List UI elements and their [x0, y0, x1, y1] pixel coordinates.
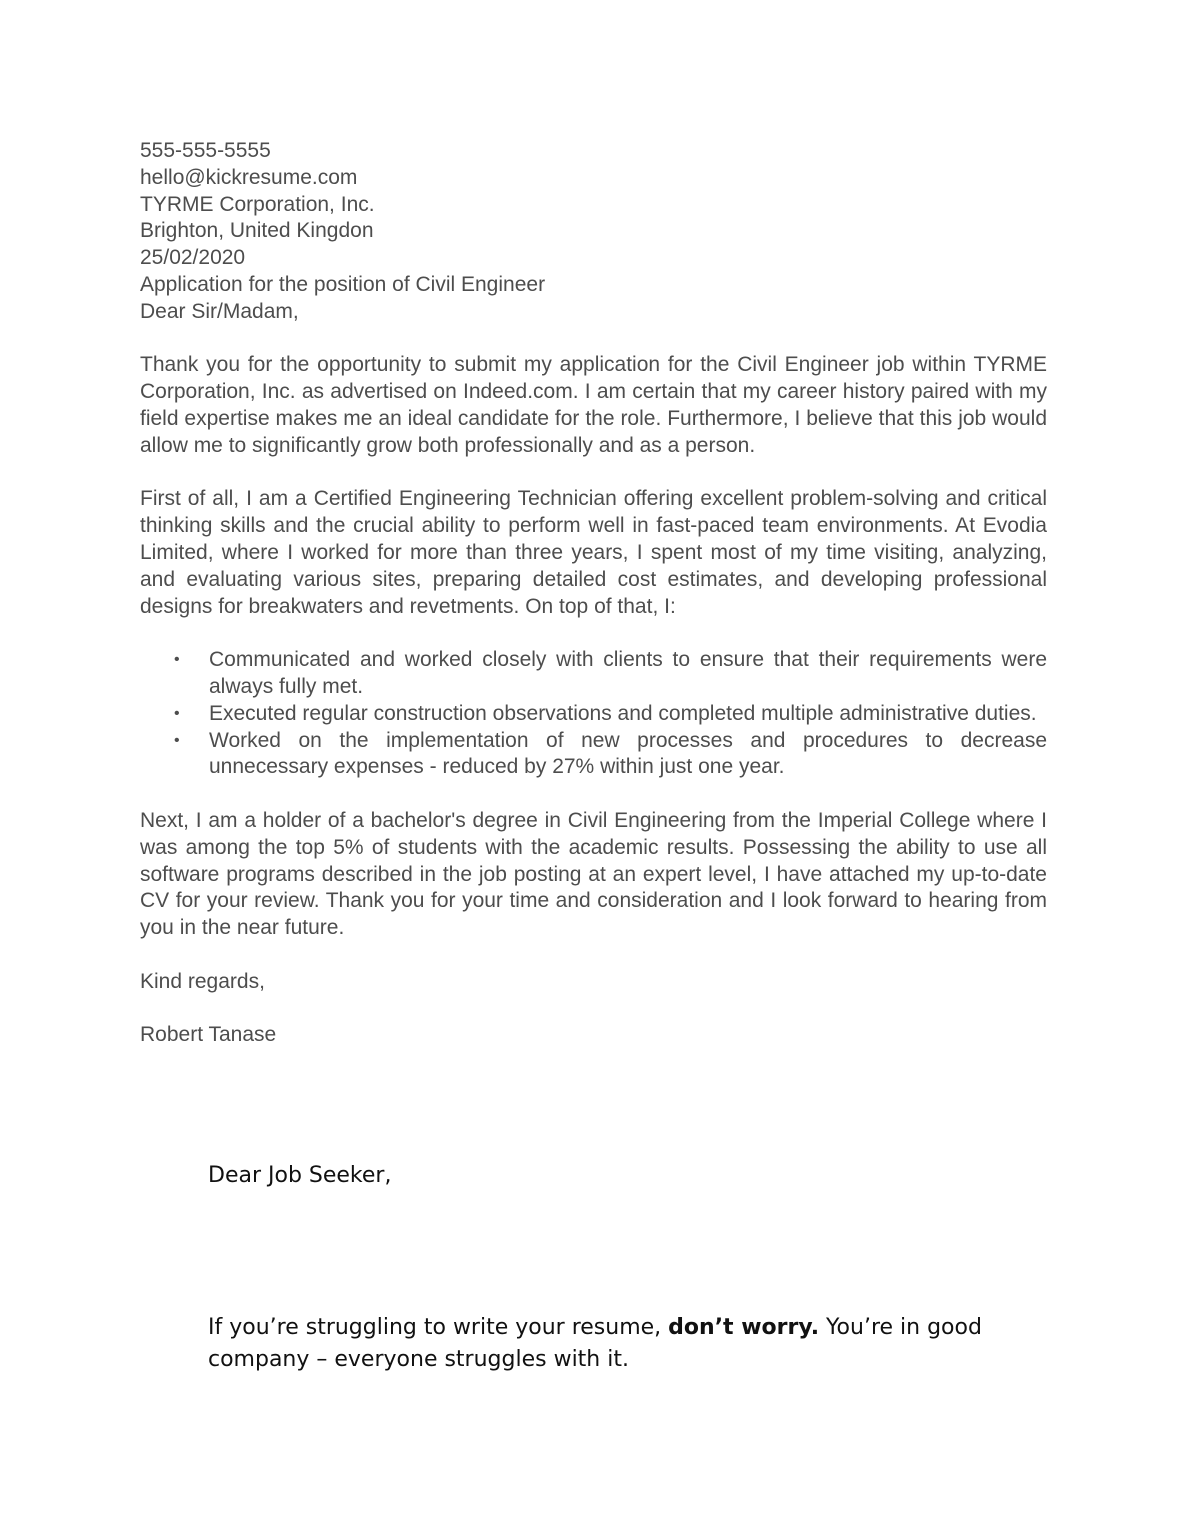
paragraph-experience: First of all, I am a Certified Engineering Technician offering excellent problem-solving and critical thinking skills and the crucial ability to perform well in fast-paced team environments. At Evodia Limited, where I worked for more than three years, I spent most of my time visiting, analyzing, and evaluating various sites, preparing detailed cost estimates, and developing professional designs for breakwaters and revetments. On top of that, I: — [140, 487, 1047, 618]
company-location: Brighton, United Kingdon — [140, 219, 374, 243]
list-item-text: Communicated and worked closely with clients to ensure that their requirements were always fully met. — [209, 648, 1047, 698]
note-body-bold: don’t worry. — [668, 1315, 820, 1340]
bullet-icon: • — [174, 651, 180, 669]
paragraph-intro: Thank you for the opportunity to submit my application for the Civil Engineer job within TYRME Corporation, Inc. as advertised on Indeed.com. I am certain that my career history paired with my field expertise makes me an ideal candidate for the role. Furthermore, I believe that this job would allow me to significantly grow both professionally and as a person. — [140, 353, 1047, 457]
achievements-list — [140, 647, 1047, 781]
salutation: Dear Sir/Madam, — [140, 299, 299, 323]
email-address: hello@kickresume.com — [140, 165, 358, 189]
note-greeting: Dear Job Seeker, — [208, 1163, 392, 1188]
list-item-text: Executed regular construction observations and completed multiple administrative duties. — [209, 701, 1037, 725]
list-item — [140, 701, 1047, 728]
letter-header — [140, 138, 1047, 326]
closing-line: Kind regards, — [140, 969, 265, 993]
note-body-end: You’re in good company – everyone struggles with it. — [208, 1315, 982, 1372]
note-body-start: If you’re struggling to write your resume, — [208, 1315, 669, 1340]
list-item-text: Worked on the implementation of new processes and procedures to decrease unnecessary expenses - reduced by 27% within just one year. — [209, 728, 1047, 779]
paragraph-education: Next, I am a holder of a bachelor's degree in Civil Engineering from the Imperial College where I was among the top 5% of students with the academic results. Possessing the ability to use all software programs described in the job posting at an expert level, I have attached my up-to-date CV for your review. Thank you for your time and consideration and I look forward to hearing from you in the near future. — [140, 808, 1047, 940]
letter-date: 25/02/2020 — [140, 246, 246, 270]
company-name: TYRME Corporation, Inc. — [140, 192, 375, 216]
cover-letter — [140, 138, 1047, 1049]
list-item — [140, 647, 1047, 701]
bullet-icon: • — [174, 731, 180, 749]
bullet-icon: • — [174, 704, 180, 722]
note-body — [208, 1312, 1028, 1376]
signature-name: Robert Tanase — [140, 1023, 277, 1047]
list-item — [140, 728, 1047, 782]
letter-subject: Application for the position of Civil Engineer — [140, 272, 546, 296]
phone-number: 555-555-5555 — [140, 139, 271, 162]
